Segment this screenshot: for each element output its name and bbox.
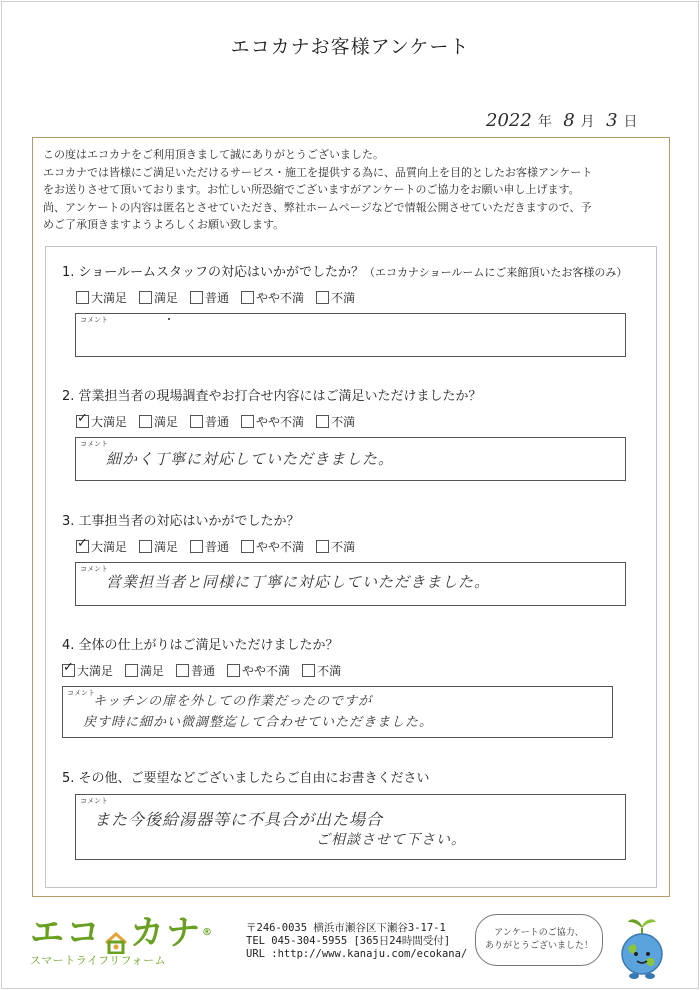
checkbox[interactable]: [316, 540, 329, 553]
date-year-unit: 年: [537, 114, 552, 130]
checkbox[interactable]: [176, 664, 189, 677]
option-somewhat-dissatisfied[interactable]: やや不満: [241, 289, 304, 306]
logo-wordmark: エコ カナ®: [30, 913, 214, 953]
comment-box[interactable]: [75, 794, 626, 860]
rating-options: [76, 413, 652, 430]
questions-box: [45, 246, 657, 888]
checkbox[interactable]: [139, 540, 152, 553]
comment-box[interactable]: [75, 313, 626, 357]
handwritten-comment: 営業担当者と同様に丁寧に対応していただきました。: [106, 573, 491, 591]
question-3: [62, 510, 652, 606]
option-neutral[interactable]: 普通: [176, 662, 215, 679]
comment-label: コメント: [80, 797, 108, 805]
option-satisfied[interactable]: 満足: [139, 538, 178, 555]
comment-label: コメント: [80, 316, 108, 324]
comment-box[interactable]: [62, 686, 613, 738]
comment-label: コメント: [80, 565, 108, 573]
company-address: [246, 922, 467, 961]
survey-date: [480, 110, 638, 131]
question-5: [62, 767, 652, 860]
earth-mascot-icon: [612, 914, 672, 980]
option-neutral[interactable]: 普通: [190, 413, 229, 430]
comment-box[interactable]: [75, 562, 626, 606]
checkbox[interactable]: [139, 415, 152, 428]
checkbox[interactable]: [302, 664, 315, 677]
rating-options: [76, 289, 652, 306]
checkbox[interactable]: [190, 415, 203, 428]
checkbox[interactable]: [125, 664, 138, 677]
thanks-speech-bubble: アンケートのご協力、 ありがとうございました！: [475, 914, 603, 966]
intro-text: [43, 146, 663, 234]
option-very-satisfied[interactable]: ✓ 大満足: [76, 538, 127, 555]
option-satisfied[interactable]: 満足: [139, 413, 178, 430]
option-very-satisfied[interactable]: ✓ 大満足: [76, 413, 127, 430]
rating-options: [62, 662, 652, 679]
intro-line: をお送りさせて頂いております。お忙しい所恐縮でございますがアンケートのご協力をお願い申し上げます。: [43, 183, 580, 196]
house-icon: [104, 924, 128, 946]
date-day: 3: [606, 110, 618, 131]
option-somewhat-dissatisfied[interactable]: やや不満: [241, 538, 304, 555]
date-month: 8: [563, 110, 575, 131]
option-neutral[interactable]: 普通: [190, 538, 229, 555]
survey-frame: [32, 137, 670, 897]
checkbox-checked[interactable]: [62, 664, 75, 677]
comment-box[interactable]: [75, 437, 626, 481]
intro-line: 尚、アンケートの内容は匿名とさせていただき、弊社ホームページなどで情報公開させていただきますので、予: [43, 200, 592, 214]
footer: [0, 900, 700, 990]
handwritten-comment: 細かく丁寧に対応していただきました。: [106, 450, 395, 468]
phone-line: TEL 045-304-5955 [365日24時間受付]: [246, 935, 451, 947]
option-somewhat-dissatisfied[interactable]: やや不満: [227, 662, 290, 679]
ecokana-logo: [30, 914, 214, 968]
handwritten-comment: また今後給湯器等に不具合が出た場合: [94, 810, 384, 829]
option-dissatisfied[interactable]: 不満: [316, 538, 355, 555]
comment-label: コメント: [80, 440, 108, 448]
ink-dot: [168, 318, 170, 320]
option-dissatisfied[interactable]: 不満: [316, 289, 355, 306]
checkbox[interactable]: [241, 540, 254, 553]
date-year: 2022: [486, 110, 532, 131]
intro-line: この度はエコカナをご利用頂きまして誠にありがとうございました。: [43, 148, 384, 161]
checkbox[interactable]: [316, 291, 329, 304]
url-line[interactable]: URL :http://www.kanaju.com/ecokana/: [246, 948, 468, 960]
option-very-satisfied[interactable]: ✓ 大満足: [62, 662, 113, 679]
checkbox[interactable]: [227, 664, 240, 677]
checkbox[interactable]: [190, 291, 203, 304]
checkbox[interactable]: [241, 291, 254, 304]
option-somewhat-dissatisfied[interactable]: やや不満: [241, 413, 304, 430]
question-text: 1. ショールームスタッフの対応はいかがでしたか？（エコカナショールームにご来館頂いたお客様のみ）: [62, 265, 628, 280]
address-line: 〒246-0035 横浜市瀬谷区下瀬谷3-17-1: [246, 922, 446, 934]
question-note: （エコカナショールームにご来館頂いたお客様のみ）: [364, 266, 628, 279]
question-2: [62, 385, 652, 481]
option-satisfied[interactable]: 満足: [139, 289, 178, 306]
handwritten-comment: キッチンの扉を外しての作業だったのですが: [93, 694, 373, 709]
rating-options: [76, 538, 652, 555]
question-text: 2. 営業担当者の現場調査やお打合せ内容にはご満足いただけましたか？: [62, 389, 482, 404]
page-title: エコカナお客様アンケート: [230, 36, 470, 58]
logo-tagline: スマートライフリフォーム: [30, 954, 167, 967]
date-day-unit: 日: [623, 114, 638, 130]
option-neutral[interactable]: 普通: [190, 289, 229, 306]
checkbox-checked[interactable]: [76, 540, 89, 553]
question-text: 3. 工事担当者の対応はいかがでしたか？: [62, 514, 300, 529]
handwritten-comment: 戻す時に細かい微調整迄して合わせていただきました。: [83, 715, 434, 730]
date-month-unit: 月: [580, 114, 595, 130]
intro-line: エコカナでは皆様にご満足いただけるサービス・施工を提供する為に、品質向上を目的としたお客様アンケート: [43, 165, 593, 179]
option-dissatisfied[interactable]: 不満: [302, 662, 341, 679]
handwritten-comment: ご相談させて下さい。: [316, 832, 466, 848]
checkbox[interactable]: [76, 291, 89, 304]
checkbox[interactable]: [139, 291, 152, 304]
option-very-satisfied[interactable]: 大満足: [76, 289, 127, 306]
checkbox[interactable]: [241, 415, 254, 428]
question-1: [62, 261, 652, 357]
question-text: 4. 全体の仕上がりはご満足いただけましたか？: [62, 638, 339, 653]
comment-label: コメント: [67, 689, 95, 697]
checkbox-checked[interactable]: [76, 415, 89, 428]
checkbox[interactable]: [190, 540, 203, 553]
question-text: 5. その他、ご要望などございましたらご自由にお書きください: [62, 771, 430, 786]
intro-line: めご了承頂きますようよろしくお願い致します。: [43, 218, 285, 231]
checkbox[interactable]: [316, 415, 329, 428]
option-dissatisfied[interactable]: 不満: [316, 413, 355, 430]
option-satisfied[interactable]: 満足: [125, 662, 164, 679]
question-4: [62, 634, 652, 738]
